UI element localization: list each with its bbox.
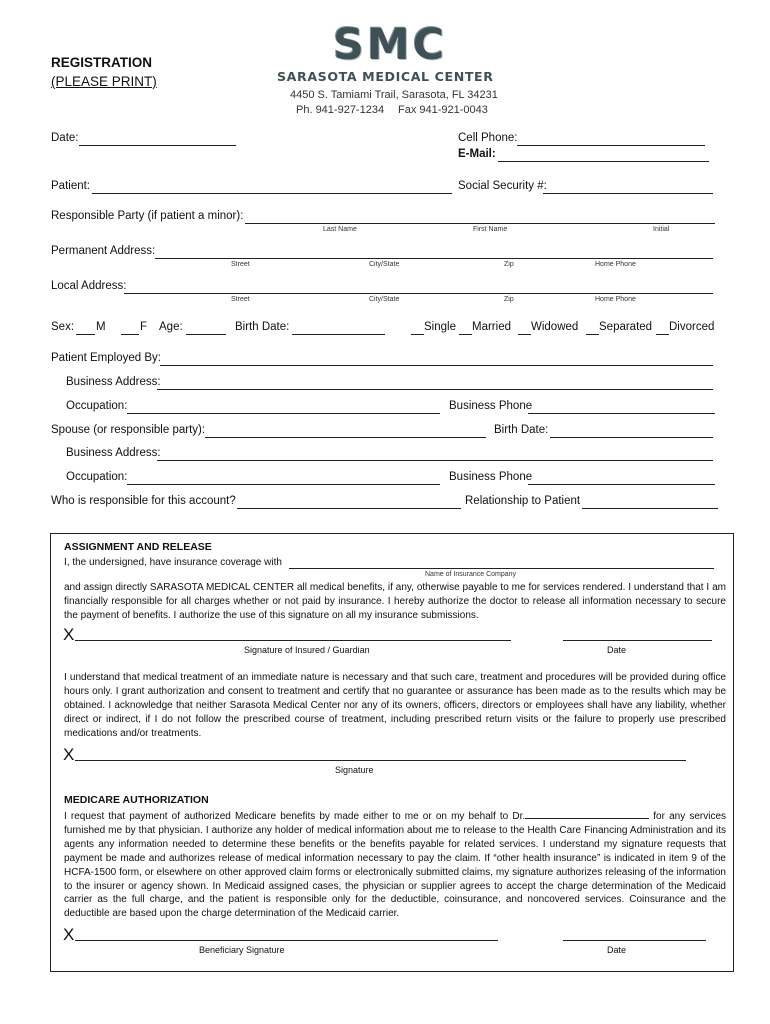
permanent-address-field[interactable]: [155, 258, 713, 259]
insured-date-field[interactable]: [563, 640, 712, 641]
occupation-label-2: Occupation:: [66, 471, 128, 483]
sex-m-blank[interactable]: [76, 334, 95, 335]
birth-date-label: Birth Date:: [235, 321, 290, 333]
occupation-field-2[interactable]: [127, 484, 440, 485]
single-label: Single: [424, 321, 456, 333]
assignment-title: ASSIGNMENT AND RELEASE: [64, 541, 212, 553]
medicare-title: MEDICARE AUTHORIZATION: [64, 794, 209, 806]
medicare-para-start: I request that payment of authorized Medicare benefits by made either to me or on my behalf to Dr.: [64, 811, 526, 822]
who-responsible-field[interactable]: [237, 508, 461, 509]
birth-date-field[interactable]: [292, 334, 385, 335]
local-phone-sub: Home Phone: [595, 296, 636, 303]
business-address-label-1: Business Address:: [66, 376, 161, 388]
ssn-label: Social Security #:: [458, 180, 547, 192]
org-address: 4450 S. Tamiami Trail, Sarasota, FL 34231: [290, 89, 498, 101]
local-street-sub: Street: [231, 296, 250, 303]
insurance-coverage-label: I, the undersigned, have insurance coverage with: [64, 557, 282, 568]
local-zip-sub: Zip: [504, 296, 514, 303]
ssn-field[interactable]: [543, 193, 713, 194]
org-name: SARASOTA MEDICAL CENTER: [277, 69, 494, 84]
rp-initial-sub: Initial: [653, 226, 670, 233]
rp-first-name-sub: First Name: [473, 226, 508, 233]
patient-field[interactable]: [92, 193, 452, 194]
patient-employed-by-label: Patient Employed By:: [51, 352, 161, 364]
business-phone-field-2[interactable]: [528, 484, 715, 485]
spouse-birth-date-label: Birth Date:: [494, 424, 549, 436]
cell-phone-label: Cell Phone:: [458, 132, 518, 144]
page-subtitle: (PLEASE PRINT): [51, 74, 157, 89]
business-address-label-2: Business Address:: [66, 447, 161, 459]
email-label: E-Mail:: [458, 148, 496, 160]
medicare-paragraph: [64, 809, 726, 921]
perm-phone-sub: Home Phone: [595, 261, 636, 268]
treatment-signature-field[interactable]: [75, 760, 686, 761]
age-label: Age:: [159, 321, 183, 333]
page-title: REGISTRATION: [51, 55, 152, 70]
email-field[interactable]: [498, 161, 709, 162]
business-phone-label-2: Business Phone: [449, 471, 533, 483]
patient-employed-by-field[interactable]: [160, 365, 713, 366]
cell-phone-field[interactable]: [517, 145, 705, 146]
medicare-para-rest: for any services furnished me by that physician. I authorize any holder of medical information about me to release to the Health Care Financing Administration and its agents any information needed to determine these benefits or the benefits payable for related services. I understand my signature requests that payment be made and authorizes release of medical information necessary to pay the claim. If “other health insurance” is indicated in item 9 of the HCFA-1500 form, or elsewhere on other approved claim forms or electronically submitted claims, my signature authorizes releasing of the information to the insurer or agency shown. In Medicaid assigned cases, the physician or supplier agrees to accept the charge determination of the Medicaid carrier as the full charge, and the patient is responsible only for the deductible, coinsurance, and noncovered services. Coinsurance and the deductible are based upon the charge determination of the Medicaid carrier.: [64, 811, 726, 920]
patient-label: Patient:: [51, 180, 90, 192]
separated-blank[interactable]: [586, 334, 599, 335]
smc-logo: SMC: [333, 20, 448, 70]
separated-label: Separated: [599, 321, 653, 333]
occupation-field-1[interactable]: [127, 413, 440, 414]
org-phone: Ph. 941-927-1234: [296, 104, 385, 116]
who-responsible-label: Who is responsible for this account?: [51, 495, 236, 507]
insurance-company-sub: Name of Insurance Company: [425, 571, 517, 578]
beneficiary-signature-field[interactable]: [75, 940, 498, 941]
sex-f-label: F: [140, 321, 148, 333]
business-phone-field-1[interactable]: [528, 413, 715, 414]
spouse-field[interactable]: [205, 437, 486, 438]
occupation-label-1: Occupation:: [66, 400, 128, 412]
beneficiary-date-field[interactable]: [563, 940, 706, 941]
insured-signature-field[interactable]: [75, 640, 511, 641]
date-field[interactable]: [79, 145, 236, 146]
local-city-sub: City/State: [369, 296, 400, 303]
perm-city-sub: City/State: [369, 261, 400, 268]
treatment-paragraph: I understand that medical treatment of an immediate nature is necessary and that such care, treatment and procedures will be provided during office hours only. I grant authorization and consent to treatment and certify that no guarantee or assurance has been made as to the results which may be obtained. I acknowledge that neither Sarasota Medical Center nor any of its owners, officers, directors or employees shall have any liability, whether direct or indirect, if I do not follow the prescribed course of treatment, including prescribed return visits or the failure to properly use prescribed medications and/or treatments.: [64, 672, 726, 739]
insurance-company-field[interactable]: [289, 568, 714, 569]
age-field[interactable]: [186, 334, 226, 335]
date-label: Date:: [51, 132, 79, 144]
divorced-label: Divorced: [669, 321, 715, 333]
business-address-field-2[interactable]: [157, 460, 713, 461]
widowed-label: Widowed: [531, 321, 579, 333]
assignment-paragraph: and assign directly SARASOTA MEDICAL CENTER all medical benefits, if any, otherwise payable to me for services rendered. I understand that I am financially responsible for all charges whether or not paid by insurance. I hereby authorize the doctor to release all information necessary to secure the payment of benefits. I authorize the use of this signature on all my insurance submissions.: [64, 582, 726, 621]
insured-date-label: Date: [607, 645, 627, 655]
single-blank[interactable]: [411, 334, 424, 335]
perm-zip-sub: Zip: [504, 261, 514, 268]
org-fax: Fax 941-921-0043: [398, 104, 488, 116]
married-blank[interactable]: [459, 334, 472, 335]
local-address-field[interactable]: [124, 293, 713, 294]
local-address-label: Local Address:: [51, 280, 127, 292]
relationship-field[interactable]: [582, 508, 718, 509]
sex-label: Sex:: [51, 321, 75, 333]
spouse-label: Spouse (or responsible party):: [51, 424, 206, 436]
responsible-party-field[interactable]: [245, 223, 715, 224]
relationship-label: Relationship to Patient: [465, 495, 581, 507]
divorced-blank[interactable]: [656, 334, 669, 335]
beneficiary-date-label: Date: [607, 945, 627, 955]
sig3-x: X: [63, 925, 75, 944]
sex-f-blank[interactable]: [121, 334, 139, 335]
sex-m-label: M: [96, 321, 106, 333]
spouse-birth-date-field[interactable]: [550, 437, 713, 438]
sig2-x: X: [63, 745, 75, 764]
doctor-name-field[interactable]: [525, 809, 649, 819]
beneficiary-signature-label: Beneficiary Signature: [199, 945, 285, 955]
perm-street-sub: Street: [231, 261, 250, 268]
widowed-blank[interactable]: [518, 334, 531, 335]
business-phone-label-1: Business Phone: [449, 400, 533, 412]
sig1-x: X: [63, 625, 75, 644]
treatment-signature-label: Signature: [335, 765, 374, 775]
rp-last-name-sub: Last Name: [323, 226, 357, 233]
business-address-field-1[interactable]: [157, 389, 713, 390]
insured-signature-label: Signature of Insured / Guardian: [244, 645, 370, 655]
permanent-address-label: Permanent Address:: [51, 245, 156, 257]
married-label: Married: [472, 321, 511, 333]
responsible-party-label: Responsible Party (if patient a minor):: [51, 210, 244, 222]
